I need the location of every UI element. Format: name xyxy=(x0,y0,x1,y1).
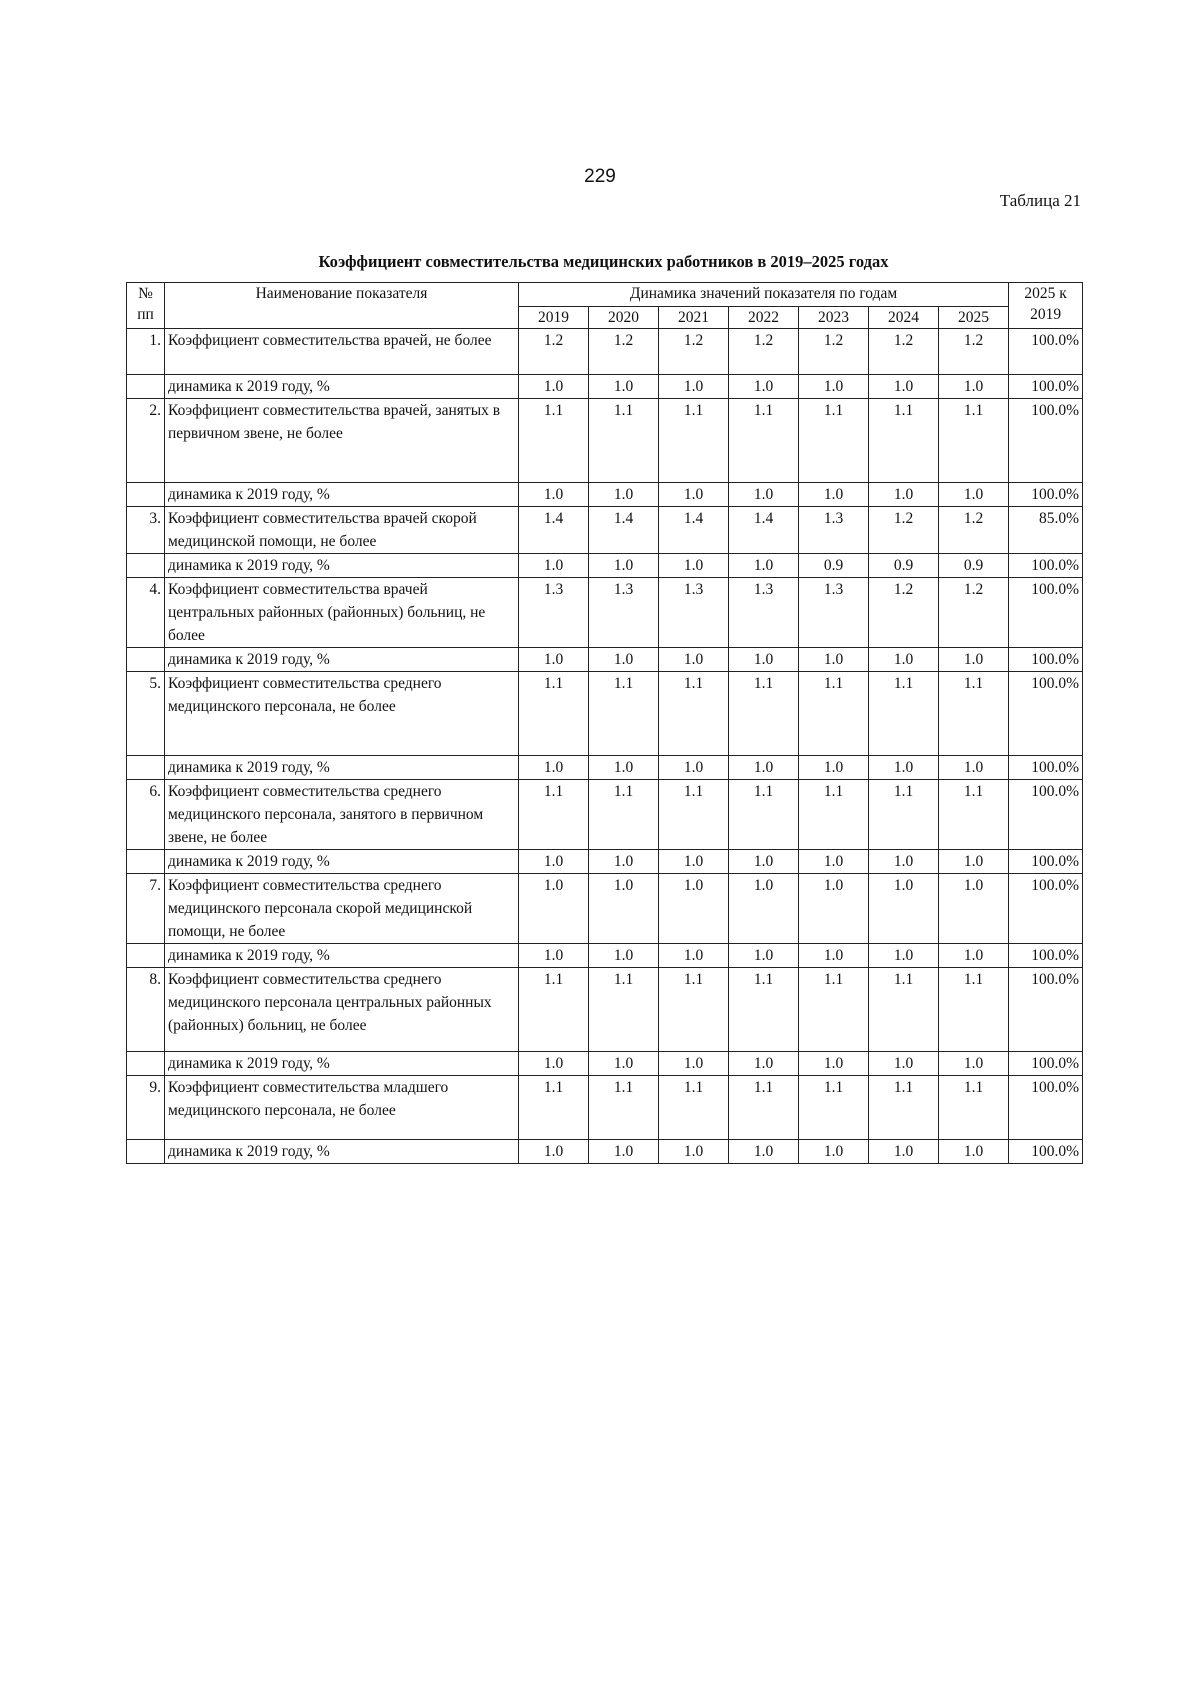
dynamics-value-cell: 1.0 xyxy=(799,1140,869,1164)
indicator-row xyxy=(127,780,1083,850)
header-year: 2019 xyxy=(519,307,589,329)
dynamics-value-cell: 1.0 xyxy=(869,944,939,968)
header-year: 2025 xyxy=(939,307,1009,329)
dynamics-value-cell: 1.0 xyxy=(799,944,869,968)
value-cell: 1.1 xyxy=(799,672,869,756)
value-cell: 1.4 xyxy=(589,507,659,554)
dynamics-value-cell: 1.0 xyxy=(869,483,939,507)
dynamics-value-cell: 1.0 xyxy=(589,648,659,672)
empty-num-cell xyxy=(127,1140,165,1164)
dynamics-ratio-cell: 100.0% xyxy=(1009,1052,1083,1076)
row-number: 1. xyxy=(127,329,165,375)
dynamics-row xyxy=(127,756,1083,780)
ratio-cell: 100.0% xyxy=(1009,1076,1083,1140)
value-cell: 1.3 xyxy=(519,578,589,648)
dynamics-value-cell: 1.0 xyxy=(659,648,729,672)
dynamics-ratio-cell: 100.0% xyxy=(1009,1140,1083,1164)
indicator-row xyxy=(127,578,1083,648)
dynamics-value-cell: 1.0 xyxy=(729,648,799,672)
dynamics-label: динамика к 2019 году, % xyxy=(165,375,519,399)
dynamics-row xyxy=(127,1140,1083,1164)
dynamics-value-cell: 1.0 xyxy=(589,554,659,578)
dynamics-value-cell: 1.0 xyxy=(869,1140,939,1164)
dynamics-value-cell: 1.0 xyxy=(939,850,1009,874)
value-cell: 1.1 xyxy=(869,399,939,483)
indicator-name: Коэффициент совместительства младшего медицинского персонала, не более xyxy=(165,1076,519,1140)
dynamics-value-cell: 1.0 xyxy=(659,756,729,780)
value-cell: 1.1 xyxy=(729,672,799,756)
ratio-cell: 100.0% xyxy=(1009,399,1083,483)
value-cell: 1.2 xyxy=(519,329,589,375)
dynamics-value-cell: 1.0 xyxy=(589,1052,659,1076)
value-cell: 1.1 xyxy=(869,780,939,850)
dynamics-value-cell: 1.0 xyxy=(939,944,1009,968)
value-cell: 1.1 xyxy=(729,780,799,850)
value-cell: 1.1 xyxy=(939,1076,1009,1140)
indicator-name: Коэффициент совместительства врачей, не более xyxy=(165,329,519,375)
dynamics-label: динамика к 2019 году, % xyxy=(165,483,519,507)
value-cell: 1.1 xyxy=(589,672,659,756)
dynamics-row xyxy=(127,483,1083,507)
value-cell: 1.1 xyxy=(729,1076,799,1140)
dynamics-value-cell: 1.0 xyxy=(729,1140,799,1164)
ratio-cell: 100.0% xyxy=(1009,968,1083,1052)
dynamics-value-cell: 1.0 xyxy=(659,1140,729,1164)
header-num-line1: № xyxy=(138,285,153,302)
dynamics-ratio-cell: 100.0% xyxy=(1009,850,1083,874)
dynamics-value-cell: 1.0 xyxy=(659,554,729,578)
dynamics-value-cell: 0.9 xyxy=(799,554,869,578)
indicator-row xyxy=(127,672,1083,756)
dynamics-value-cell: 1.0 xyxy=(729,554,799,578)
dynamics-ratio-cell: 100.0% xyxy=(1009,648,1083,672)
row-number: 8. xyxy=(127,968,165,1052)
dynamics-value-cell: 1.0 xyxy=(659,944,729,968)
dynamics-row xyxy=(127,554,1083,578)
value-cell: 1.0 xyxy=(869,874,939,944)
ratio-cell: 100.0% xyxy=(1009,329,1083,375)
dynamics-value-cell: 1.0 xyxy=(729,483,799,507)
header-ratio-line2: 2019 xyxy=(1030,306,1062,323)
dynamics-value-cell: 1.0 xyxy=(519,1140,589,1164)
indicator-row xyxy=(127,329,1083,375)
dynamics-value-cell: 1.0 xyxy=(869,1052,939,1076)
header-ratio xyxy=(1009,283,1083,329)
data-table xyxy=(126,282,1083,1164)
value-cell: 1.1 xyxy=(519,672,589,756)
value-cell: 1.1 xyxy=(519,780,589,850)
dynamics-value-cell: 1.0 xyxy=(799,850,869,874)
indicator-name: Коэффициент совместительства врачей скорой медицинской помощи, не более xyxy=(165,507,519,554)
value-cell: 1.1 xyxy=(519,968,589,1052)
value-cell: 1.1 xyxy=(939,399,1009,483)
table-body xyxy=(127,329,1083,1164)
header-num xyxy=(127,283,165,329)
row-number: 6. xyxy=(127,780,165,850)
dynamics-label: динамика к 2019 году, % xyxy=(165,648,519,672)
value-cell: 1.0 xyxy=(729,874,799,944)
value-cell: 1.0 xyxy=(589,874,659,944)
value-cell: 1.4 xyxy=(659,507,729,554)
dynamics-value-cell: 1.0 xyxy=(729,944,799,968)
dynamics-label: динамика к 2019 году, % xyxy=(165,1052,519,1076)
indicator-name: Коэффициент совместительства врачей центральных районных (районных) больниц, не более xyxy=(165,578,519,648)
value-cell: 1.1 xyxy=(799,780,869,850)
value-cell: 1.1 xyxy=(589,968,659,1052)
dynamics-label: динамика к 2019 году, % xyxy=(165,756,519,780)
value-cell: 1.4 xyxy=(729,507,799,554)
empty-num-cell xyxy=(127,944,165,968)
indicator-name: Коэффициент совместительства среднего медицинского персонала, занятого в первичном звене, не более xyxy=(165,780,519,850)
empty-num-cell xyxy=(127,554,165,578)
dynamics-ratio-cell: 100.0% xyxy=(1009,483,1083,507)
indicator-row xyxy=(127,874,1083,944)
row-number: 9. xyxy=(127,1076,165,1140)
value-cell: 1.1 xyxy=(939,780,1009,850)
value-cell: 1.1 xyxy=(589,1076,659,1140)
dynamics-value-cell: 1.0 xyxy=(729,1052,799,1076)
dynamics-value-cell: 1.0 xyxy=(519,375,589,399)
dynamics-value-cell: 1.0 xyxy=(659,483,729,507)
dynamics-label: динамика к 2019 году, % xyxy=(165,1140,519,1164)
value-cell: 1.2 xyxy=(589,329,659,375)
dynamics-value-cell: 0.9 xyxy=(939,554,1009,578)
dynamics-value-cell: 1.0 xyxy=(799,1052,869,1076)
dynamics-ratio-cell: 100.0% xyxy=(1009,944,1083,968)
indicator-row xyxy=(127,968,1083,1052)
dynamics-value-cell: 1.0 xyxy=(939,1140,1009,1164)
value-cell: 1.1 xyxy=(869,968,939,1052)
header-num-line2: пп xyxy=(137,306,154,323)
value-cell: 1.1 xyxy=(799,399,869,483)
dynamics-value-cell: 1.0 xyxy=(869,850,939,874)
value-cell: 1.2 xyxy=(939,507,1009,554)
value-cell: 1.3 xyxy=(659,578,729,648)
value-cell: 1.1 xyxy=(729,968,799,1052)
dynamics-value-cell: 1.0 xyxy=(589,483,659,507)
value-cell: 1.1 xyxy=(589,780,659,850)
value-cell: 1.0 xyxy=(799,874,869,944)
dynamics-value-cell: 1.0 xyxy=(799,756,869,780)
dynamics-value-cell: 1.0 xyxy=(519,483,589,507)
row-number: 5. xyxy=(127,672,165,756)
ratio-cell: 100.0% xyxy=(1009,578,1083,648)
value-cell: 1.1 xyxy=(519,399,589,483)
value-cell: 1.2 xyxy=(869,507,939,554)
value-cell: 1.1 xyxy=(659,672,729,756)
header-year: 2020 xyxy=(589,307,659,329)
value-cell: 1.1 xyxy=(939,672,1009,756)
indicator-row xyxy=(127,507,1083,554)
value-cell: 1.2 xyxy=(869,329,939,375)
value-cell: 1.2 xyxy=(869,578,939,648)
dynamics-value-cell: 1.0 xyxy=(729,375,799,399)
dynamics-label: динамика к 2019 году, % xyxy=(165,554,519,578)
dynamics-value-cell: 1.0 xyxy=(519,648,589,672)
indicator-name: Коэффициент совместительства среднего медицинского персонала, не более xyxy=(165,672,519,756)
value-cell: 1.2 xyxy=(729,329,799,375)
dynamics-value-cell: 1.0 xyxy=(799,648,869,672)
dynamics-ratio-cell: 100.0% xyxy=(1009,756,1083,780)
value-cell: 1.2 xyxy=(659,329,729,375)
dynamics-value-cell: 1.0 xyxy=(659,375,729,399)
dynamics-label: динамика к 2019 году, % xyxy=(165,850,519,874)
indicator-name: Коэффициент совместительства среднего медицинского персонала скорой медицинской помощи, не более xyxy=(165,874,519,944)
dynamics-value-cell: 1.0 xyxy=(659,1052,729,1076)
empty-num-cell xyxy=(127,483,165,507)
dynamics-value-cell: 1.0 xyxy=(869,756,939,780)
header-ratio-line1: 2025 к xyxy=(1024,285,1067,302)
value-cell: 1.1 xyxy=(799,968,869,1052)
value-cell: 1.1 xyxy=(869,1076,939,1140)
header-year: 2023 xyxy=(799,307,869,329)
value-cell: 1.0 xyxy=(519,874,589,944)
value-cell: 1.1 xyxy=(519,1076,589,1140)
dynamics-value-cell: 1.0 xyxy=(939,375,1009,399)
dynamics-label: динамика к 2019 году, % xyxy=(165,944,519,968)
dynamics-value-cell: 1.0 xyxy=(519,1052,589,1076)
dynamics-value-cell: 0.9 xyxy=(869,554,939,578)
header-year: 2024 xyxy=(869,307,939,329)
header-year: 2021 xyxy=(659,307,729,329)
empty-num-cell xyxy=(127,756,165,780)
dynamics-value-cell: 1.0 xyxy=(799,483,869,507)
dynamics-value-cell: 1.0 xyxy=(729,850,799,874)
dynamics-row xyxy=(127,944,1083,968)
value-cell: 1.1 xyxy=(939,968,1009,1052)
dynamics-value-cell: 1.0 xyxy=(519,850,589,874)
dynamics-value-cell: 1.0 xyxy=(939,1052,1009,1076)
value-cell: 1.1 xyxy=(659,968,729,1052)
value-cell: 1.1 xyxy=(729,399,799,483)
dynamics-value-cell: 1.0 xyxy=(939,483,1009,507)
header-year: 2022 xyxy=(729,307,799,329)
dynamics-value-cell: 1.0 xyxy=(869,375,939,399)
row-number: 4. xyxy=(127,578,165,648)
dynamics-value-cell: 1.0 xyxy=(729,756,799,780)
value-cell: 1.2 xyxy=(799,329,869,375)
value-cell: 1.1 xyxy=(869,672,939,756)
value-cell: 1.3 xyxy=(589,578,659,648)
dynamics-value-cell: 1.0 xyxy=(589,850,659,874)
value-cell: 1.2 xyxy=(939,578,1009,648)
row-number: 2. xyxy=(127,399,165,483)
ratio-cell: 100.0% xyxy=(1009,780,1083,850)
value-cell: 1.1 xyxy=(799,1076,869,1140)
value-cell: 1.1 xyxy=(659,780,729,850)
dynamics-value-cell: 1.0 xyxy=(799,375,869,399)
indicator-name: Коэффициент совместительства врачей, занятых в первичном звене, не более xyxy=(165,399,519,483)
empty-num-cell xyxy=(127,1052,165,1076)
header-name: Наименование показателя xyxy=(165,283,519,329)
dynamics-value-cell: 1.0 xyxy=(659,850,729,874)
table-title: Коэффициент совместительства медицинских работников в 2019–2025 годах xyxy=(318,252,889,271)
dynamics-value-cell: 1.0 xyxy=(519,944,589,968)
row-number: 3. xyxy=(127,507,165,554)
value-cell: 1.3 xyxy=(799,578,869,648)
value-cell: 1.0 xyxy=(659,874,729,944)
value-cell: 1.0 xyxy=(939,874,1009,944)
dynamics-row xyxy=(127,375,1083,399)
dynamics-row xyxy=(127,850,1083,874)
dynamics-value-cell: 1.0 xyxy=(589,1140,659,1164)
dynamics-value-cell: 1.0 xyxy=(519,756,589,780)
dynamics-value-cell: 1.0 xyxy=(869,648,939,672)
dynamics-value-cell: 1.0 xyxy=(589,944,659,968)
indicator-row xyxy=(127,1076,1083,1140)
dynamics-value-cell: 1.0 xyxy=(939,756,1009,780)
page-number: 229 xyxy=(584,166,616,187)
ratio-cell: 100.0% xyxy=(1009,672,1083,756)
ratio-cell: 100.0% xyxy=(1009,874,1083,944)
dynamics-ratio-cell: 100.0% xyxy=(1009,375,1083,399)
header-row-top xyxy=(127,283,1083,307)
dynamics-value-cell: 1.0 xyxy=(519,554,589,578)
indicator-name: Коэффициент совместительства среднего медицинского персонала центральных районных (районных) больниц, не более xyxy=(165,968,519,1052)
empty-num-cell xyxy=(127,850,165,874)
value-cell: 1.4 xyxy=(519,507,589,554)
value-cell: 1.1 xyxy=(659,1076,729,1140)
table-label: Таблица 21 xyxy=(999,191,1081,210)
value-cell: 1.2 xyxy=(939,329,1009,375)
value-cell: 1.1 xyxy=(659,399,729,483)
dynamics-value-cell: 1.0 xyxy=(589,756,659,780)
indicator-row xyxy=(127,399,1083,483)
value-cell: 1.3 xyxy=(729,578,799,648)
empty-num-cell xyxy=(127,648,165,672)
empty-num-cell xyxy=(127,375,165,399)
dynamics-row xyxy=(127,1052,1083,1076)
value-cell: 1.3 xyxy=(799,507,869,554)
ratio-cell: 85.0% xyxy=(1009,507,1083,554)
dynamics-value-cell: 1.0 xyxy=(589,375,659,399)
dynamics-row xyxy=(127,648,1083,672)
row-number: 7. xyxy=(127,874,165,944)
value-cell: 1.1 xyxy=(589,399,659,483)
dynamics-value-cell: 1.0 xyxy=(939,648,1009,672)
header-dynamics: Динамика значений показателя по годам xyxy=(519,283,1009,307)
dynamics-ratio-cell: 100.0% xyxy=(1009,554,1083,578)
